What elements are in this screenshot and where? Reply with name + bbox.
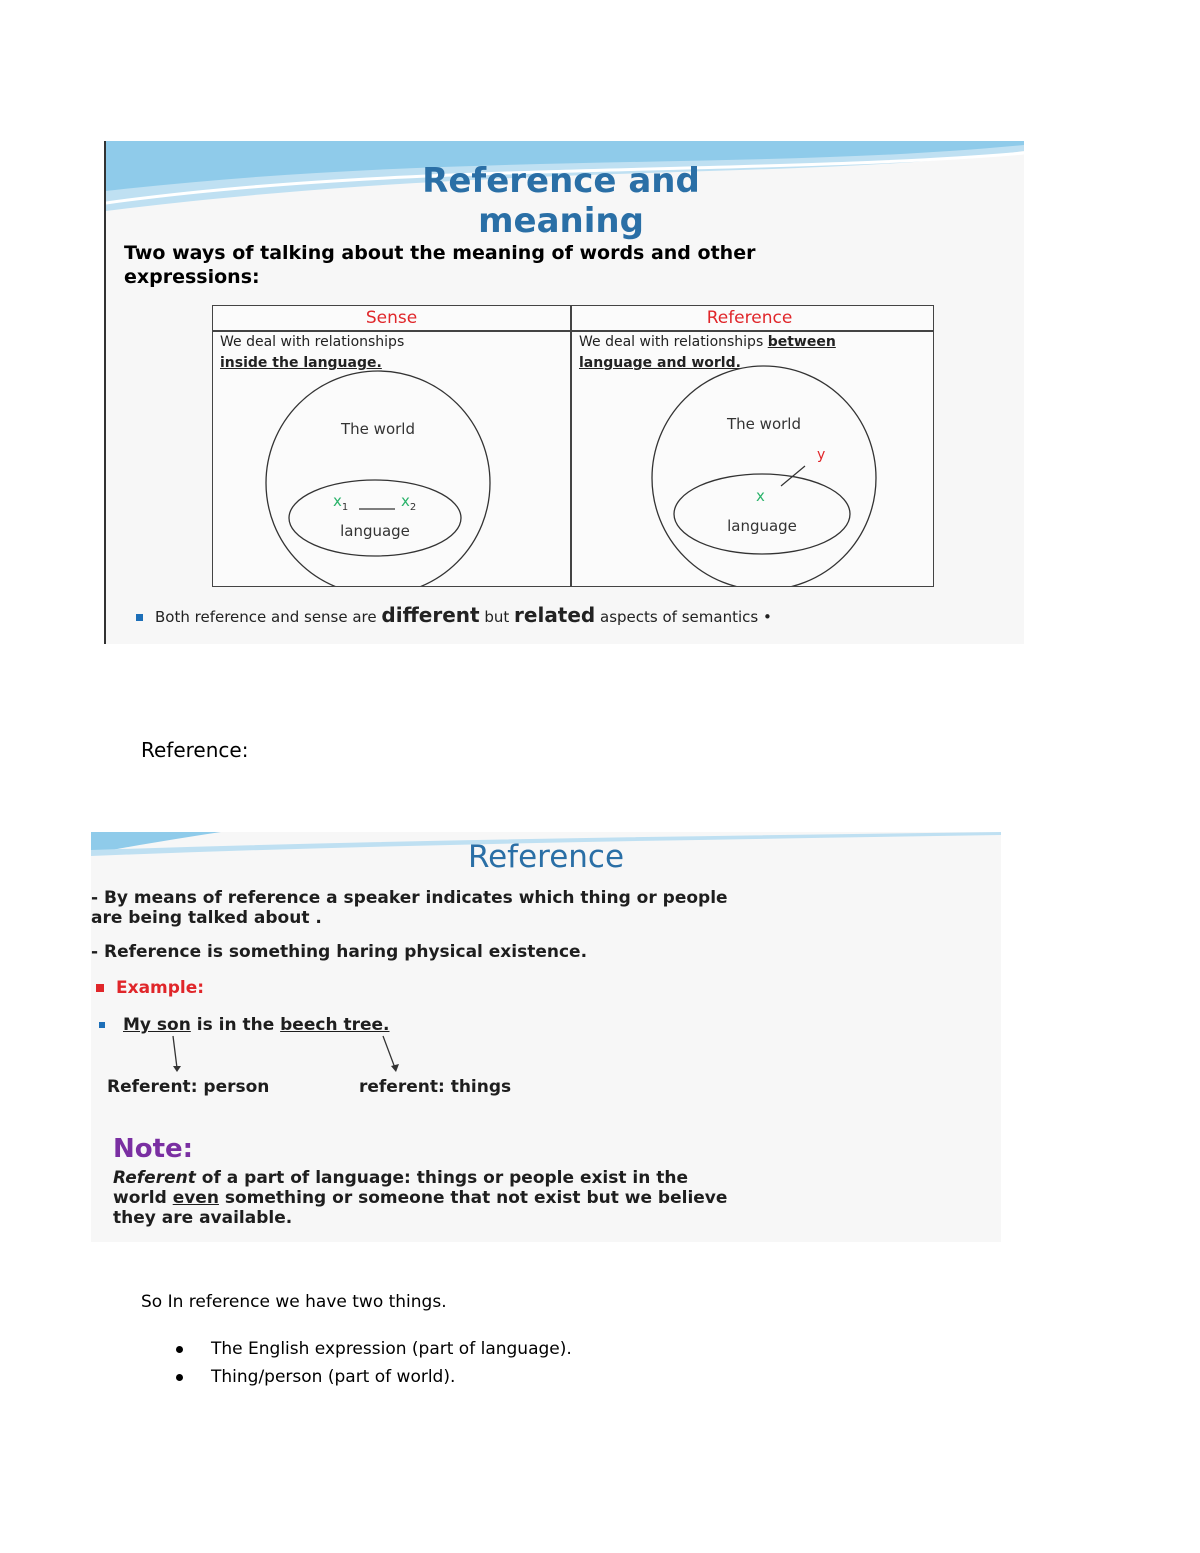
reference-heading: Reference [706, 308, 793, 328]
note-text: Referent of a part of language: things or people exist in the world even something or someone that not exist but we believe they are available. [113, 1168, 728, 1228]
sense-reference-table [212, 305, 934, 587]
definition-line-1: - By means of reference a speaker indicates which thing or people are being talked about . [91, 888, 728, 928]
sense-heading: Sense [365, 308, 418, 328]
body-bullet-list [172, 1335, 572, 1391]
referent-things-label: referent: things [359, 1077, 512, 1097]
sense-language-label: language [340, 522, 410, 540]
sense-diagram [266, 371, 490, 586]
example-sentence: My son is in the beech tree. [99, 1015, 390, 1035]
slide-reference-and-meaning [104, 141, 1024, 644]
list-item: The English expression (part of language). [172, 1335, 572, 1363]
bullet-dot-icon [176, 1374, 183, 1381]
sense-x1-label: $x_1$ [333, 492, 349, 513]
slide-title: Reference and meaning [422, 161, 700, 241]
arrow-head-icon [391, 1064, 399, 1072]
slide-reference [91, 832, 1001, 1242]
referent-arrows [91, 832, 1001, 1092]
reference-language-ellipse [674, 474, 850, 554]
slide-title: Reference [467, 839, 625, 875]
sense-world-circle [266, 371, 490, 586]
note-title: Note: [113, 1134, 194, 1164]
square-bullet-icon [136, 614, 143, 621]
reference-language-label: language [727, 517, 797, 535]
sense-language-ellipse [289, 480, 461, 556]
example-label: Example: [96, 978, 204, 998]
arrow-head-icon [173, 1066, 181, 1072]
list-item: Thing/person (part of world). [172, 1363, 572, 1391]
sense-x2-label: $x_2$ [401, 492, 417, 513]
reference-y-label: y [817, 447, 826, 463]
slide-lead-text: Two ways of talking about the meaning of words and other expressions: [124, 242, 756, 288]
sense-world-label: The world [341, 420, 415, 438]
definition-line-2: - Reference is something haring physical existence. [91, 942, 588, 962]
arrow-line-person [173, 1036, 177, 1068]
arrow-line-things [383, 1036, 395, 1068]
body-paragraph: So In reference we have two things. [141, 1292, 447, 1312]
reference-world-circle [652, 366, 876, 586]
referent-person-label: Referent: person [107, 1077, 270, 1097]
reference-diagram [652, 366, 876, 586]
bullet-dot-icon [176, 1346, 183, 1353]
reference-world-label: The world [727, 415, 801, 433]
reference-relation-line [781, 466, 805, 486]
reference-description: We deal with relationships between language and world. [579, 334, 836, 371]
section-heading: Reference: [141, 738, 249, 762]
reference-x-label: x [756, 487, 765, 505]
slide-bottom-note: Both reference and sense are different but related aspects of semantics • [136, 601, 1016, 631]
venn-diagrams [213, 306, 933, 586]
sense-description: We deal with relationships inside the language. [220, 334, 405, 371]
